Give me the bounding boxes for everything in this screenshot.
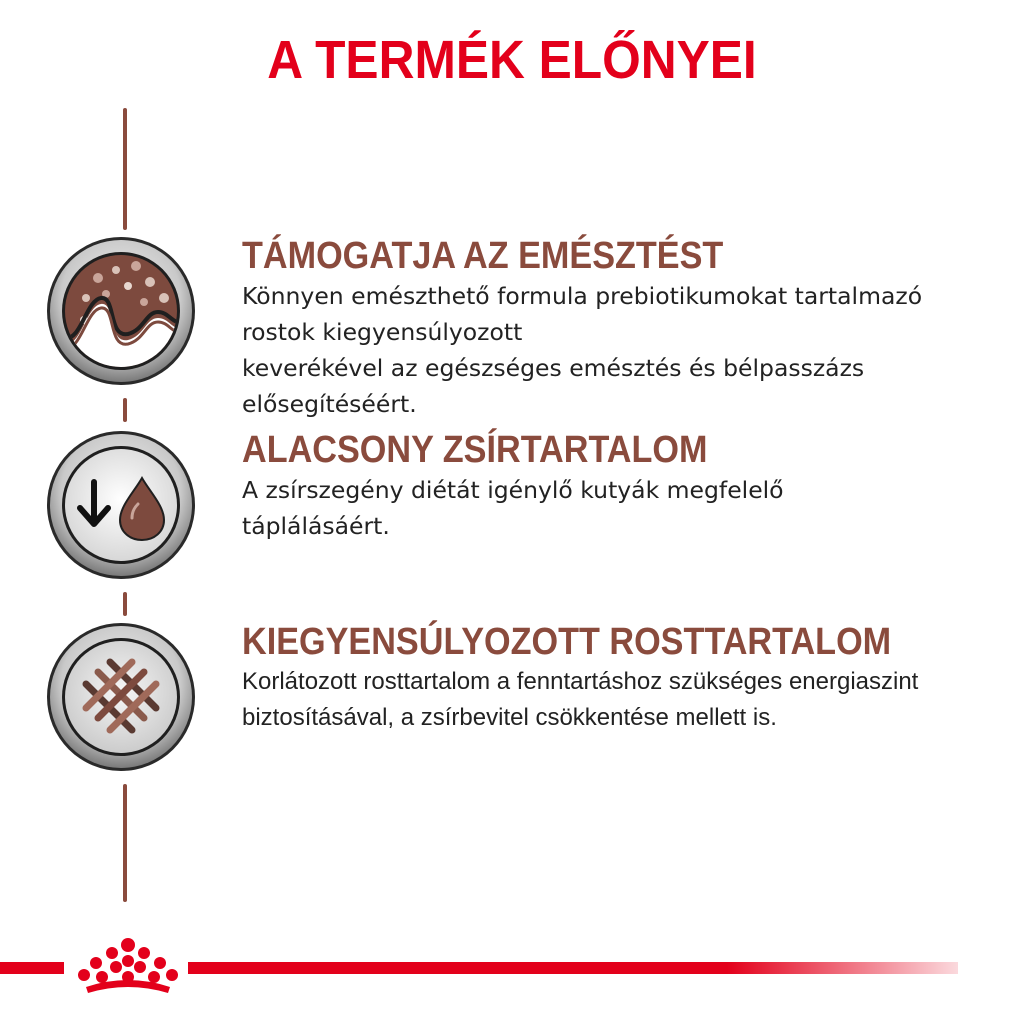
page-title: A TERMÉK ELŐNYEI — [267, 30, 757, 90]
benefit-text-line: keverékével az egészséges emésztés és bélpasszázs — [242, 354, 865, 382]
timeline-line-bottom — [123, 784, 127, 902]
low-fat-drop-icon — [46, 430, 196, 580]
benefit-text-line: rostok kiegyensúlyozott — [242, 318, 523, 346]
benefit-text-line: elősegítéséért. — [242, 390, 417, 418]
benefit-text-line: Könnyen emészthető formula prebiotikumokat tartalmazó — [242, 282, 923, 310]
benefit-text-line: Korlátozott rosttartalom a fenntartáshoz szükséges energiaszint — [242, 668, 919, 695]
footer-bar-left — [0, 962, 64, 974]
benefit-title: TÁMOGATJA AZ EMÉSZTÉST — [242, 235, 724, 277]
benefit-fiber — [242, 620, 1002, 736]
benefit-text-line: táplálásáért. — [242, 512, 390, 540]
benefit-title: KIEGYENSÚLYOZOTT ROSTTARTALOM — [242, 621, 892, 663]
fiber-mesh-icon — [46, 622, 196, 772]
royal-crown-icon — [72, 935, 184, 1001]
benefit-title: ALACSONY ZSÍRTARTALOM — [242, 429, 708, 471]
timeline-line-segment — [123, 398, 127, 422]
timeline-line-segment — [123, 592, 127, 616]
footer-bar-right — [188, 962, 958, 974]
benefit-text-line: A zsírszegény diétát igénylő kutyák megfelelő — [242, 476, 784, 504]
digestion-wave-icon — [46, 236, 196, 386]
timeline-line-top — [123, 108, 127, 230]
benefit-text-line: biztosításával, a zsírbevitel csökkentése mellett is. — [242, 704, 777, 731]
benefit-digestion — [242, 234, 1002, 422]
benefit-low-fat — [242, 428, 1002, 544]
